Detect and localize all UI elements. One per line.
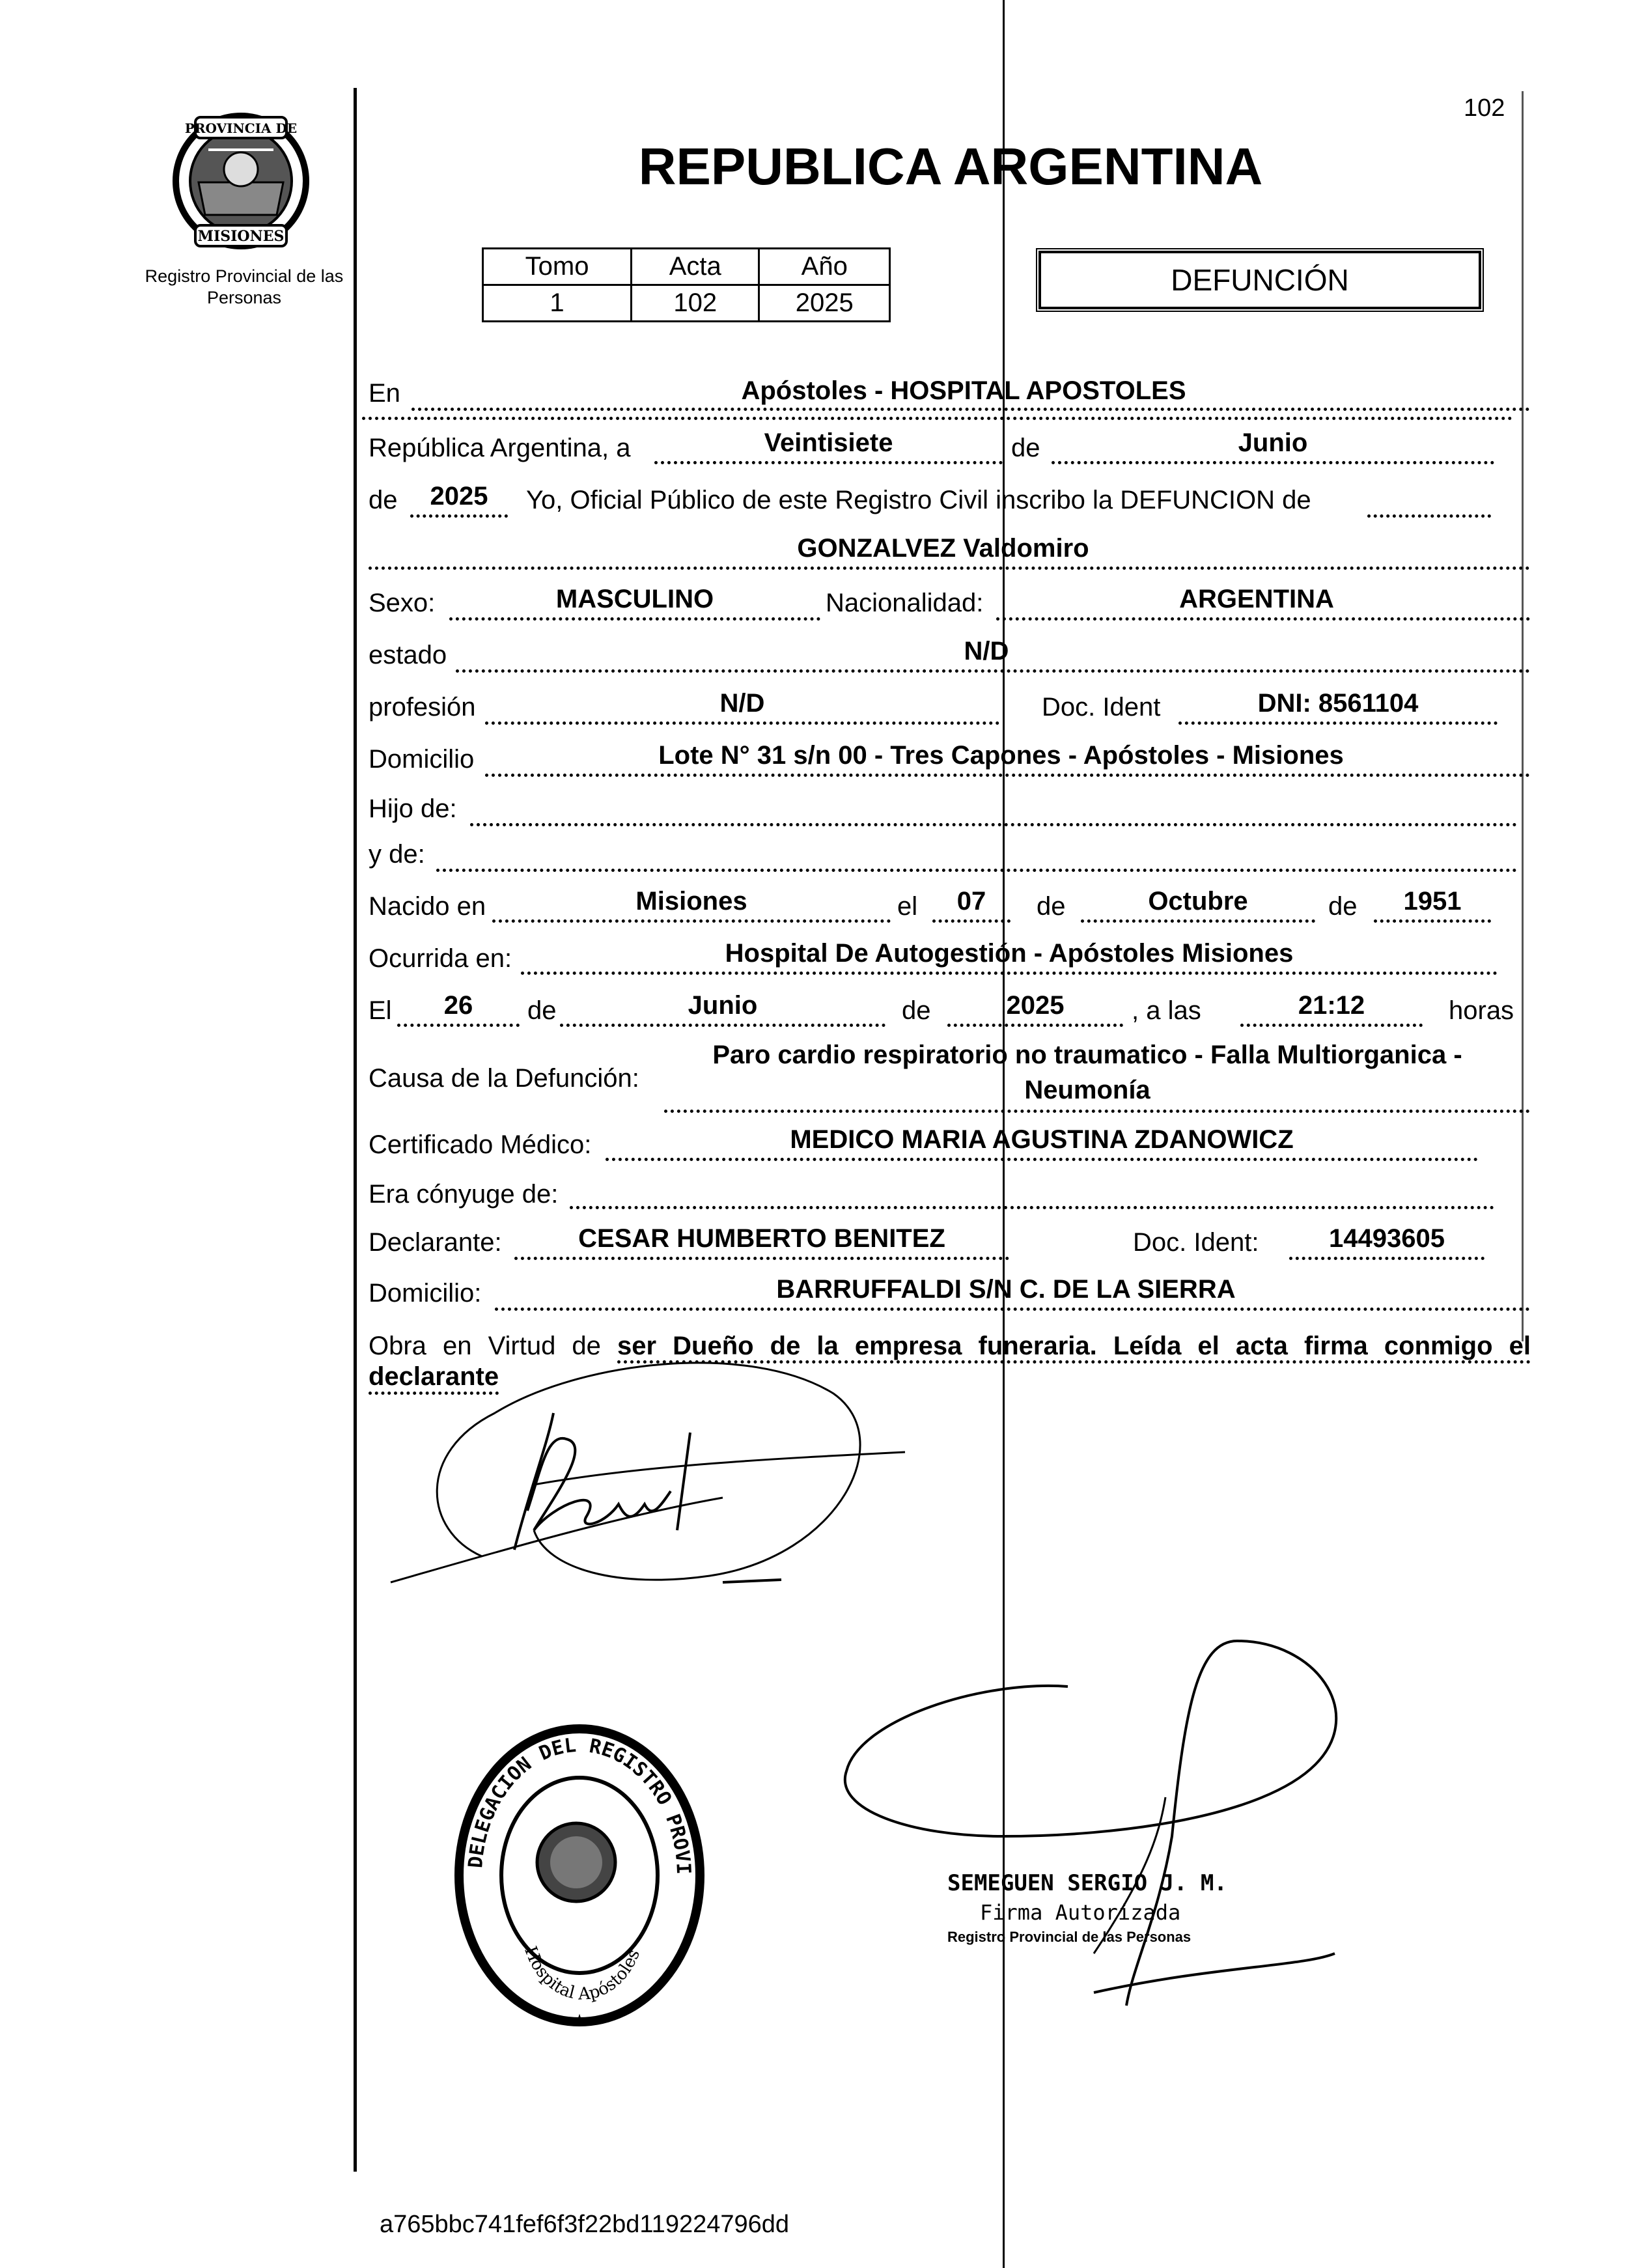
conyuge-line <box>570 1206 1494 1209</box>
record-type-box <box>1039 251 1481 309</box>
declarante-doc-value: 14493605 <box>1329 1224 1445 1253</box>
svg-text:MISIONES: MISIONES <box>197 228 285 245</box>
declarante-label: Declarante: <box>369 1228 502 1257</box>
deceased-name-line <box>369 567 1530 570</box>
page-number: 102 <box>1464 94 1505 122</box>
nacionalidad-value: ARGENTINA <box>1179 585 1334 613</box>
death-de-label: de <box>527 996 557 1025</box>
doc-ident-label: Doc. Ident <box>1042 693 1161 721</box>
place-line <box>411 408 1530 411</box>
causa-label: Causa de la Defunción: <box>369 1064 639 1093</box>
birth-day-line <box>932 919 1011 923</box>
domicilio2-label: Domicilio: <box>369 1279 482 1308</box>
tomo-value: 1 <box>483 285 632 322</box>
profesion-label: profesión <box>369 693 476 721</box>
republica-label: República Argentina, a <box>369 434 631 462</box>
death-year-value: 2025 <box>1006 991 1065 1020</box>
acta-value: 102 <box>632 285 759 322</box>
record-table <box>482 247 891 322</box>
signatory-org: Registro Provincial de las Personas <box>947 1929 1192 1945</box>
signatory-name: SEMEGUEN SERGIO J. M. <box>947 1870 1227 1896</box>
domicilio-line <box>485 774 1530 777</box>
year-value: 2025 <box>430 482 488 511</box>
el-upper-label: El <box>369 996 392 1025</box>
doc-ident-line <box>1178 721 1498 725</box>
certificado-label: Certificado Médico: <box>369 1130 592 1159</box>
document-hash: a765bbc741fef6f3f22bd119224796dd <box>380 2211 790 2238</box>
domicilio2-value: BARRUFFALDI S/N C. DE LA SIERRA <box>776 1275 1236 1304</box>
sexo-value: MASCULINO <box>555 585 714 613</box>
svg-text:PROVINCIA DE: PROVINCIA DE <box>184 120 298 136</box>
domicilio-value: Lote N° 31 s/n 00 - Tres Capones - Apóstoles - Misiones <box>658 741 1344 770</box>
tomo-header: Tomo <box>483 249 632 285</box>
row-divider <box>362 417 1513 420</box>
province-emblem <box>160 104 322 254</box>
svg-text:DELEGACION DEL REGISTRO PROVIN: DELEGACION DEL REGISTRO PROVI <box>464 1733 695 1875</box>
y-de-line <box>436 869 1517 872</box>
nacido-en-line <box>492 919 891 923</box>
death-time-line <box>1240 1024 1423 1027</box>
registry-name: Registro Provincial de las Personas <box>145 266 344 307</box>
de-year-label: de <box>369 486 398 514</box>
causa-line <box>664 1110 1530 1113</box>
profesion-line <box>485 721 999 725</box>
conyuge-label: Era cónyuge de: <box>369 1180 559 1209</box>
birth-de-label: de <box>1037 892 1066 921</box>
birth-month-value: Octubre <box>1148 887 1248 916</box>
officer-tail-line <box>1367 514 1491 518</box>
y-de-label: y de: <box>369 840 425 869</box>
certificado-value: MEDICO MARIA AGUSTINA ZDANOWICZ <box>790 1125 1294 1154</box>
svg-text:★: ★ <box>572 2011 587 2029</box>
birth-de2-label: de <box>1328 892 1358 921</box>
svg-text:Hospital Apóstoles: Hospital Apóstoles <box>520 1944 645 2004</box>
birth-year-line <box>1374 919 1491 923</box>
birth-day-value: 07 <box>956 887 986 916</box>
year-line <box>410 514 508 518</box>
estado-line <box>456 669 1530 673</box>
birth-year-value: 1951 <box>1403 887 1462 916</box>
obra-value: ser Dueño de la empresa funeraria. Leída el acta firma conmigo el <box>617 1332 1531 1364</box>
domicilio-label: Domicilio <box>369 745 475 774</box>
sexo-line <box>449 617 820 621</box>
death-month-line <box>560 1024 885 1027</box>
acta-header: Acta <box>632 249 759 285</box>
deceased-name-value: GONZALVEZ Valdomiro <box>797 534 1089 563</box>
place-value: Apóstoles - HOSPITAL APOSTOLES <box>741 376 1186 405</box>
hijo-label: Hijo de: <box>369 794 457 823</box>
doc-ident-value: DNI: 8561104 <box>1257 689 1419 718</box>
day-text-value: Veintisiete <box>764 428 893 457</box>
ano-header: Año <box>759 249 890 285</box>
profesion-value: N/D <box>719 689 765 718</box>
death-day-value: 26 <box>443 991 473 1020</box>
nacionalidad-line <box>996 617 1530 621</box>
en-label: En <box>369 379 400 408</box>
declarante-line <box>514 1257 1009 1260</box>
left-margin-line <box>354 88 357 2172</box>
death-time-value: 21:12 <box>1298 991 1365 1020</box>
declarante-doc-line <box>1289 1257 1485 1260</box>
day-text-line <box>654 461 1003 464</box>
official-stamp <box>443 1719 716 2032</box>
page-title: REPUBLICA ARGENTINA <box>638 137 1263 195</box>
nacionalidad-label: Nacionalidad: <box>826 589 984 617</box>
declarante-signature <box>384 1335 931 1608</box>
hijo-line <box>470 823 1517 826</box>
declarante-value: CESAR HUMBERTO BENITEZ <box>578 1224 945 1253</box>
signatory-role: Firma Autorizada <box>980 1900 1181 1925</box>
month-text-value: Junio <box>1238 428 1308 457</box>
causa-line1-value: Paro cardio respiratorio no traumatico - Falla Multiorganica - <box>712 1041 1462 1069</box>
officer-text: Yo, Oficial Público de este Registro Civil inscribo la DEFUNCION de <box>526 486 1311 514</box>
nacido-label: Nacido en <box>369 892 486 921</box>
estado-value: N/D <box>964 637 1009 665</box>
officer-signature <box>820 1602 1380 2019</box>
doc-ident2-label: Doc. Ident: <box>1133 1228 1259 1257</box>
sexo-label: Sexo: <box>369 589 436 617</box>
horas-label: horas <box>1449 996 1514 1025</box>
obra-label: Obra en Virtud de <box>369 1332 601 1360</box>
ocurrida-en-line <box>521 972 1498 975</box>
death-day-line <box>397 1024 520 1027</box>
right-margin-line <box>1522 91 1524 1341</box>
ocurrida-label: Ocurrida en: <box>369 944 512 973</box>
birth-month-line <box>1081 919 1315 923</box>
domicilio2-line <box>495 1308 1530 1311</box>
month-text-line <box>1052 461 1494 464</box>
causa-line2-value: Neumonía <box>1024 1076 1150 1104</box>
record-type: DEFUNCIÓN <box>1171 263 1349 297</box>
death-month-value: Junio <box>688 991 758 1020</box>
record-table-value-row <box>483 285 890 322</box>
death-year-line <box>947 1024 1123 1027</box>
record-table-header-row <box>483 249 890 285</box>
de-label: de <box>1011 434 1040 462</box>
ano-value: 2025 <box>759 285 890 322</box>
a-las-label: , a las <box>1132 996 1201 1025</box>
certificado-line <box>606 1158 1478 1161</box>
death-de2-label: de <box>902 996 931 1025</box>
el-label: el <box>897 892 918 921</box>
obra-line2: declarante <box>369 1362 499 1395</box>
estado-label: estado <box>369 641 447 669</box>
ocurrida-en-value: Hospital De Autogestión - Apóstoles Misiones <box>725 939 1294 968</box>
nacido-en-value: Misiones <box>635 887 747 916</box>
